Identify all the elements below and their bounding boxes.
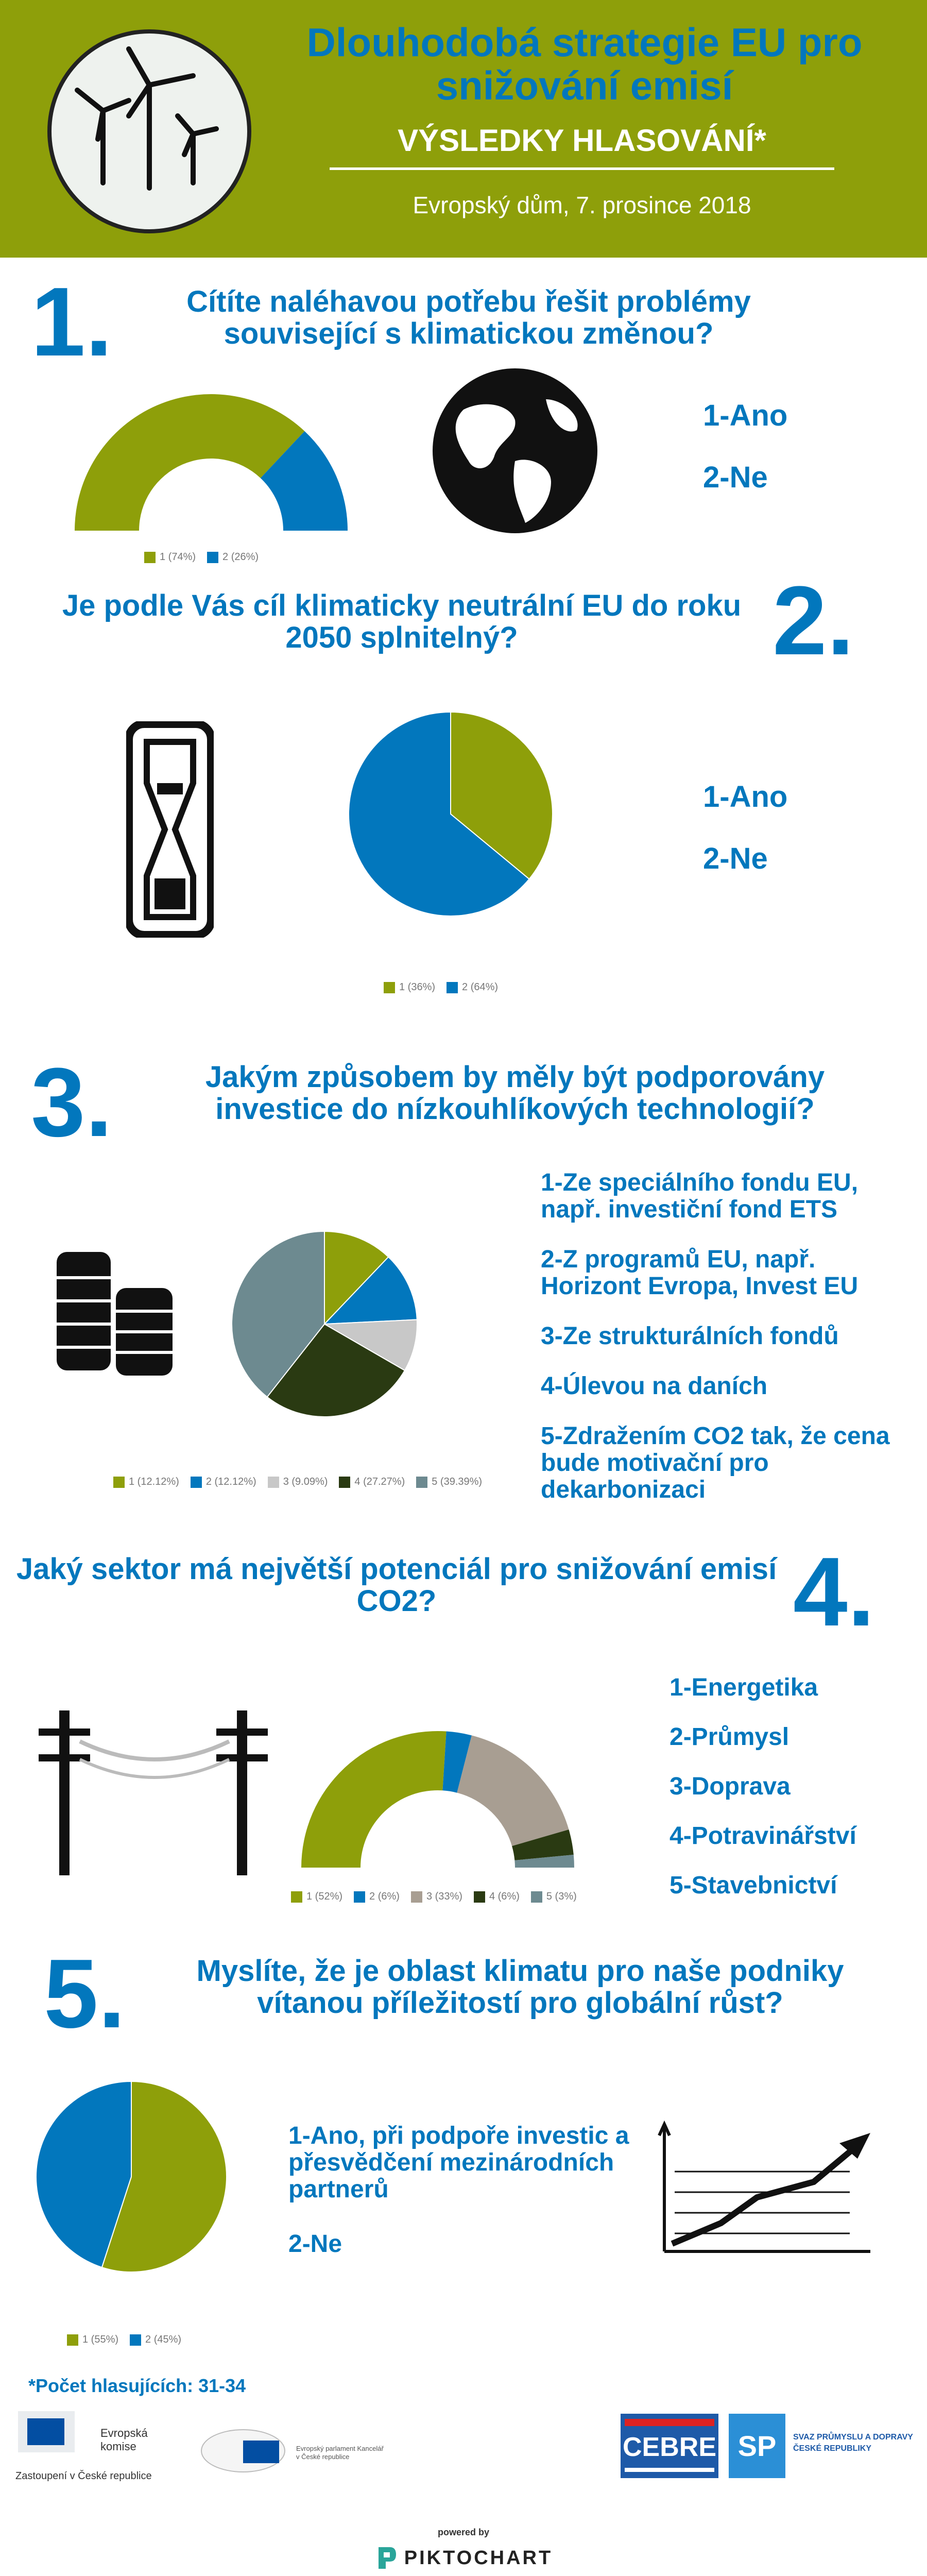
- cebre-logo: [621, 2414, 718, 2478]
- q4-slice-1: [301, 1731, 447, 1868]
- q2-number: 2.: [772, 566, 854, 675]
- power-line-icon: [31, 1705, 278, 1875]
- q1-number: 1.: [31, 267, 113, 377]
- q4-legend-swatch: [411, 1891, 422, 1903]
- q3-legend-label: 4 (27.27%): [354, 1476, 405, 1487]
- q2-chart: [345, 708, 556, 920]
- q4-legend-label: 5 (3%): [546, 1891, 577, 1902]
- q4-legend-swatch: [354, 1891, 365, 1903]
- sp-name: SVAZ PRŮMYSLU A DOPRAVY ČESKÉ REPUBLIKY: [793, 2433, 913, 2453]
- q1-option-2: 2-Ne: [703, 461, 768, 494]
- piktochart-icon: [374, 2545, 397, 2571]
- q3-legend-item-1: [113, 1476, 179, 1488]
- q3-legend-label: 5 (39.39%): [432, 1476, 483, 1487]
- q4-number: 4.: [793, 1537, 875, 1647]
- q3-chart: [227, 1226, 422, 1422]
- q3-number: 3.: [31, 1048, 113, 1157]
- q3-options: [541, 1170, 912, 1503]
- q5-legend-item-1: [67, 2334, 118, 2346]
- q2-legend-label: 2 (64%): [462, 981, 499, 993]
- q3-legend-item-4: [339, 1476, 405, 1488]
- q3-question: Jakým způsobem by měly být podporovány investice do nízkouhlíkových technologií?: [205, 1060, 825, 1126]
- piktochart-text: PIKTOCHART: [404, 2547, 553, 2569]
- coins-icon: [52, 1242, 180, 1381]
- q5-legend: [67, 2334, 181, 2346]
- growth-chart-icon: [654, 2120, 876, 2259]
- q2-question: Je podle Vás cíl klimaticky neutrální EU do roku 2050 splnitelný?: [62, 589, 742, 654]
- header-divider: [330, 167, 834, 170]
- q5-number: 5.: [44, 1939, 126, 2048]
- q4-legend-swatch: [474, 1891, 485, 1903]
- q3-legend-swatch: [416, 1477, 427, 1488]
- q4-legend-swatch: [291, 1891, 302, 1903]
- q4-option-2: 2-Průmysl: [670, 1723, 789, 1751]
- q4-chart: [299, 1721, 597, 1880]
- event-date: Evropský dům, 7. prosince 2018: [413, 192, 751, 218]
- q1-legend-label: 1 (74%): [160, 551, 196, 563]
- q4-legend-item-4: [474, 1891, 520, 1903]
- q4-options: [670, 1674, 917, 1899]
- ec-office: Zastoupení v České republice: [15, 2470, 152, 2482]
- q4-legend-label: 4 (6%): [489, 1891, 520, 1902]
- q2-legend-item-2: [447, 981, 498, 993]
- q2-legend-label: 1 (36%): [399, 981, 436, 993]
- q1-legend-swatch: [144, 552, 156, 563]
- ep-name: Evropský parlament Kancelář v České republice: [296, 2445, 384, 2461]
- q3-legend-item-3: [268, 1476, 328, 1488]
- q2-legend-item-1: [384, 981, 435, 993]
- q4-option-1: 1-Energetika: [670, 1674, 818, 1701]
- q1-legend-item-2: [207, 551, 259, 563]
- q3-legend-label: 3 (9.09%): [283, 1476, 328, 1487]
- ec-logo: [18, 2411, 75, 2452]
- q4-slice-3: [457, 1735, 569, 1846]
- q4-legend-label: 3 (33%): [426, 1891, 462, 1902]
- q5-chart: [33, 2079, 229, 2275]
- q3-legend-label: 1 (12.12%): [129, 1476, 179, 1487]
- q4-legend-item-5: [531, 1891, 577, 1903]
- page-subtitle: VÝSLEDKY HLASOVÁNÍ*: [398, 123, 766, 158]
- voters-note: *Počet hlasujících: 31-34: [28, 2375, 246, 2396]
- q3-legend-item-2: [191, 1476, 256, 1488]
- q3-legend-label: 2 (12.12%): [205, 1476, 256, 1487]
- ep-logo: [201, 2429, 285, 2472]
- q2-legend-swatch: [447, 982, 458, 993]
- q1-legend: [144, 551, 259, 563]
- q3-option-2: 2-Z programů EU, např. Horizont Evropa, Invest EU: [541, 1246, 859, 1300]
- q4-option-4: 4-Potravinářství: [670, 1822, 856, 1850]
- q5-option-2: 2-Ne: [288, 2230, 342, 2258]
- q5-legend-label: 1 (55%): [82, 2334, 119, 2345]
- q1-chart: [72, 392, 350, 536]
- q4-legend-item-2: [354, 1891, 400, 1903]
- q5-question: Myslíte, že je oblast klimatu pro naše podniky vítanou příležitostí pro globální růst?: [196, 1954, 844, 2020]
- q2-legend-swatch: [384, 982, 395, 993]
- powered-by: powered by: [437, 2527, 490, 2537]
- q5-legend-swatch: [130, 2334, 141, 2346]
- globe-icon: [427, 368, 603, 533]
- cebre-text: CEBRE: [622, 2432, 717, 2462]
- q5-legend-swatch: [67, 2334, 78, 2346]
- q3-option-1: 1-Ze speciálního fondu EU, např. investiční fond ETS: [541, 1169, 859, 1223]
- ec-name: Evropská komise: [100, 2427, 148, 2453]
- q1-legend-label: 2 (26%): [222, 551, 259, 563]
- q4-legend-label: 2 (6%): [369, 1891, 400, 1902]
- q2-legend: [384, 981, 498, 993]
- q3-option-5: 5-Zdražením CO2 tak, že cena bude motivační pro dekarbonizaci: [541, 1422, 890, 1503]
- sp-logo: SP: [729, 2414, 785, 2478]
- q4-legend: [291, 1891, 577, 1903]
- q3-legend-swatch: [268, 1477, 279, 1488]
- q4-option-5: 5-Stavebnictví: [670, 1872, 837, 1899]
- q3-legend-swatch: [191, 1477, 202, 1488]
- q4-option-3: 3-Doprava: [670, 1773, 791, 1800]
- q3-legend: [113, 1476, 482, 1488]
- wind-turbines-icon: [46, 28, 252, 234]
- q3-legend-swatch: [113, 1477, 125, 1488]
- q1-legend-item-1: [144, 551, 196, 563]
- q1-legend-swatch: [207, 552, 218, 563]
- q4-legend-item-3: [411, 1891, 462, 1903]
- q3-option-3: 3-Ze strukturálních fondů: [541, 1323, 839, 1350]
- q2-option-2: 2-Ne: [703, 842, 768, 875]
- q5-option-1: 1-Ano, při podpoře investic a přesvědčení mezinárodních partnerů: [288, 2122, 629, 2203]
- q4-legend-item-1: [291, 1891, 342, 1903]
- hourglass-icon: [126, 721, 214, 938]
- q1-slice-1: [75, 394, 304, 531]
- piktochart-logo[interactable]: [368, 2543, 559, 2573]
- q4-question: Jaký sektor má největší potenciál pro snižování emisí CO2?: [16, 1552, 777, 1618]
- q5-legend-item-2: [130, 2334, 181, 2346]
- q3-option-4: 4-Úlevou na daních: [541, 1372, 768, 1400]
- q3-legend-item-5: [416, 1476, 482, 1488]
- page-title: Dlouhodobá strategie EU pro snižování emisí: [306, 20, 863, 108]
- q1-option-1: 1-Ano: [703, 399, 788, 432]
- q2-option-1: 1-Ano: [703, 780, 788, 814]
- q5-legend-label: 2 (45%): [145, 2334, 182, 2345]
- q1-question: Cítíte naléhavou potřebu řešit problémy související s klimatickou změnou?: [186, 285, 751, 350]
- q4-legend-label: 1 (52%): [306, 1891, 343, 1902]
- q4-legend-swatch: [531, 1891, 542, 1903]
- q3-legend-swatch: [339, 1477, 350, 1488]
